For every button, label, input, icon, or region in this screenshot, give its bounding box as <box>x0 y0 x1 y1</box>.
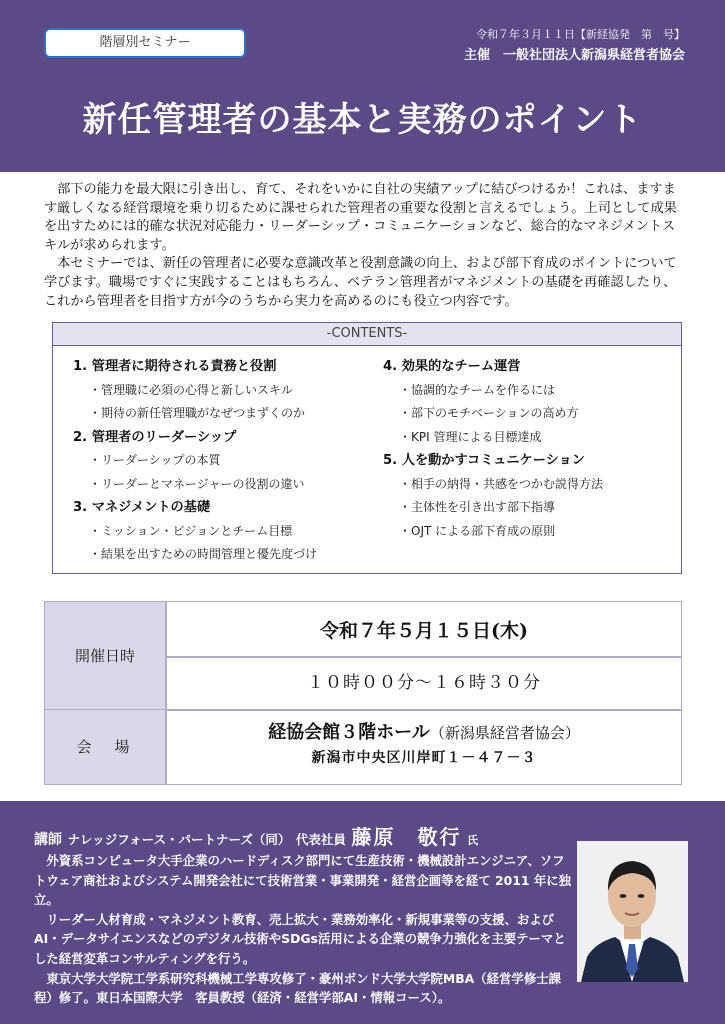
lecturer-line <box>34 821 478 850</box>
contents-left-column <box>73 355 373 567</box>
document-number: 令和７年３月１１日【新経協発 第 号】 <box>476 28 685 41</box>
contents-item: ・期待の新任管理職がなぜつまずくのか <box>89 406 306 420</box>
lecturer-position: 代表社員 <box>295 832 346 847</box>
event-date: 令和７年５月１５日(木) <box>320 620 528 642</box>
date-label: 開催日時 <box>45 602 165 710</box>
lecturer-photo <box>577 841 688 982</box>
contents-item: ・部下のモチベーションの高め方 <box>399 406 579 420</box>
contents-section-title: 2. 管理者のリーダーシップ <box>73 429 237 445</box>
lecturer-portrait-icon <box>577 841 688 982</box>
contents-item: ・管理職に必須の心得と新しいスキル <box>89 382 293 397</box>
lecturer-company: ナレッジフォース・パートナーズ（同） <box>67 832 291 847</box>
venue-label: 会 場 <box>45 710 165 784</box>
contents-item: ・リーダーとマネージャーの役割の違い <box>89 476 305 491</box>
contents-heading: -CONTENTS- <box>53 323 681 346</box>
venue-name: 経協会館３階ホール <box>268 722 430 743</box>
contents-item: ・ミッション・ビジョンとチーム目標 <box>89 523 293 538</box>
schedule-table <box>44 601 682 785</box>
bio-paragraph-1: 外資系コンピュータ大手企業のハードディスク部門にて生産技術・機械設計エンジニア、ソフトウェア商社およびシステム開発会社にて技術営業・事業開発・経営企画等を経て 2011 年に独立。 <box>34 853 572 908</box>
lecturer-bio <box>34 851 572 1008</box>
table-divider <box>165 656 681 658</box>
venue <box>167 718 681 744</box>
contents-section-title: 1. 管理者に期待される責務と役割 <box>73 359 277 374</box>
contents-section-title: 3. マネジメントの基礎 <box>73 500 211 515</box>
bio-paragraph-2: リーダー人材育成・マネジメント教育、売上拡大・業務効率化・新規事業等の支援、およびAI・データサイエンスなどのデジタル技術やSDGs活用による企業の競争力強化を主要テーマとした経営変革コンサルティングを行う。 <box>34 911 566 966</box>
contents-item: ・リーダーシップの本質 <box>89 453 221 467</box>
contents-item: ・KPI 管理による目標達成 <box>399 429 542 444</box>
intro-text <box>44 181 684 311</box>
bio-paragraph-3: 東京大学大学院工学系研究科機械工学専攻修了・豪州ボンド大学大学院MBA（経営学修士課程）修了。東日本国際大学 客員教授（経済・経営学部AI・情報コース）。 <box>34 970 561 1006</box>
event-time: １０時００分～１６時３０分 <box>307 673 541 693</box>
contents-item: ・相手の納得・共感をつかむ説得方法 <box>399 476 604 491</box>
contents-right-column <box>383 355 673 543</box>
lecturer-name: 藤原 敬行 <box>351 825 462 849</box>
organizer: 主催 一般社団法人新潟県経営者協会 <box>463 48 685 63</box>
seminar-category-badge: 階層別セミナー <box>44 28 246 58</box>
header-banner <box>0 0 725 172</box>
lecturer-honorific: 氏 <box>467 834 479 847</box>
page-title: 新任管理者の基本と実務のポイント <box>82 100 643 140</box>
intro-paragraph-2: 本セミナーでは、新任の管理者に必要な意識改革と役割意識の向上、および部下育成のポイントについて学びます。職場ですぐに実践することはもちろん、ベテラン管理者がマネジメントの基礎を再確認したり、これから管理者を目指す方が今のうちから実力を高めるのにも役立つ内容です。 <box>44 256 677 309</box>
contents-item: ・協調的なチームを作るには <box>399 382 556 397</box>
contents-box <box>52 322 682 574</box>
lecturer-label: 講師 <box>34 832 62 848</box>
intro-paragraph-1: 部下の能力を最大限に引き出し、育て、それをいかに自社の実績アップに結びつけるか！これは、ますます厳しくなる経営環境を乗り切るために課せられた管理者の重要な役割と言えるでしょう。上司として成果を出すためには的確な状況対応能力・リーダーシップ・コミュニケーションなど、総合的なマネジメントスキルが求められます。 <box>44 182 677 253</box>
venue-organization: （新潟県経営者協会） <box>429 724 580 742</box>
contents-item: ・主体性を引き出す部下指導 <box>399 500 556 514</box>
venue-address: 新潟市中央区川岸町１－４７－３ <box>311 750 537 766</box>
contents-item: ・結果を出すための時間管理と優先度づけ <box>89 547 318 561</box>
table-divider <box>165 709 681 711</box>
contents-section-title: 4. 効果的なチーム運営 <box>383 359 521 374</box>
contents-section-title: 5. 人を動かすコミュニケーション <box>383 453 585 468</box>
contents-item: ・OJT による部下育成の原則 <box>399 523 556 538</box>
